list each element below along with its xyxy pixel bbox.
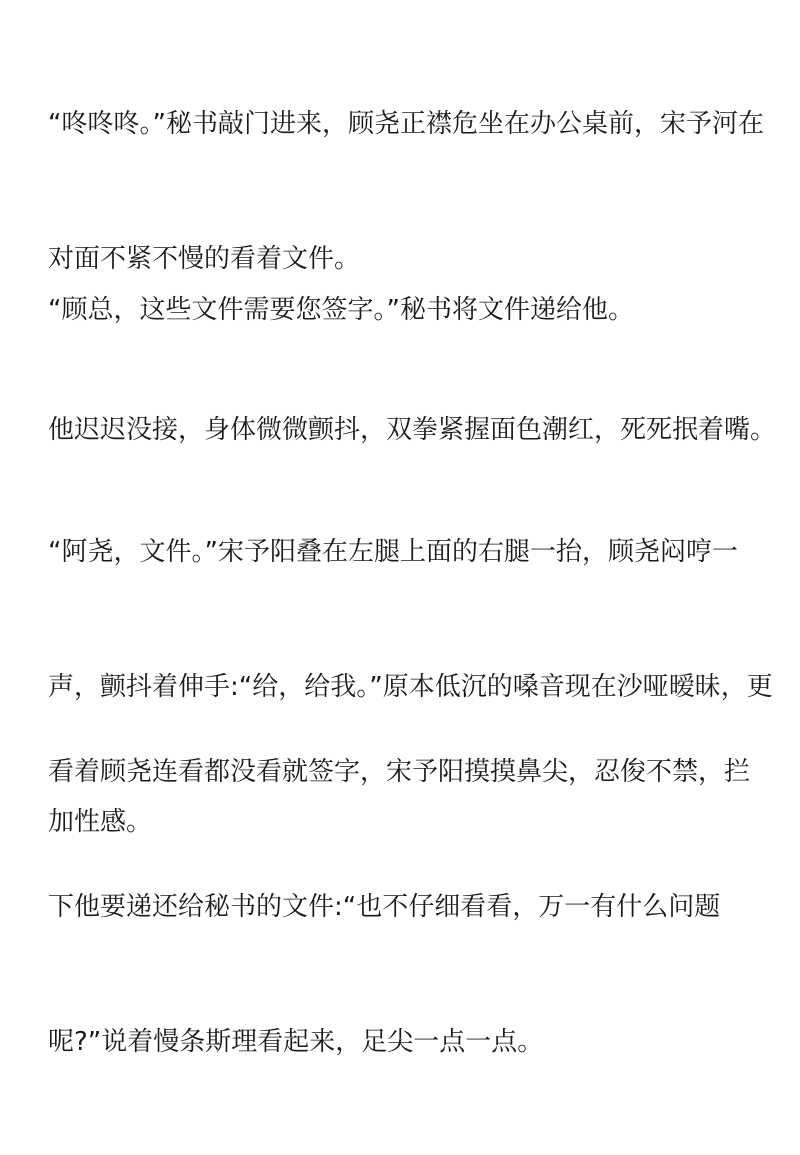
text-line: 呢?”说着慢条斯理看起来，足尖一点一点。 [48,1027,544,1057]
text-line: 看着顾尧连看都没看就签字，宋予阳摸摸鼻尖，忍俊不禁，拦 [48,757,751,787]
text-line: 加性感。 [48,807,153,837]
text-line: 对面不紧不慢的看着文件。 [48,244,361,274]
paragraph-5 [48,660,773,1155]
text-line: 下他要递还给秘书的文件:“也不仔细看看，万一有什么问题 [48,892,721,922]
text-line: 声，颤抖着伸手:“给，给我。”原本低沉的嗓音现在沙哑暧昧，更 [48,672,773,702]
text-line: “顾总，这些文件需要您签字。”秘书将文件递给他。 [48,295,634,325]
text-line: “阿尧，文件。”宋予阳叠在左腿上面的右腿一抬，顾尧闷哼一 [48,537,738,567]
text-line: “咚咚咚。”秘书敲门进来，顾尧正襟危坐在办公桌前，宋予河在 [48,109,764,139]
text-line: 他迟迟没接，身体微微颤抖，双拳紧握面色潮红，死死抿着嘴。 [48,415,777,445]
